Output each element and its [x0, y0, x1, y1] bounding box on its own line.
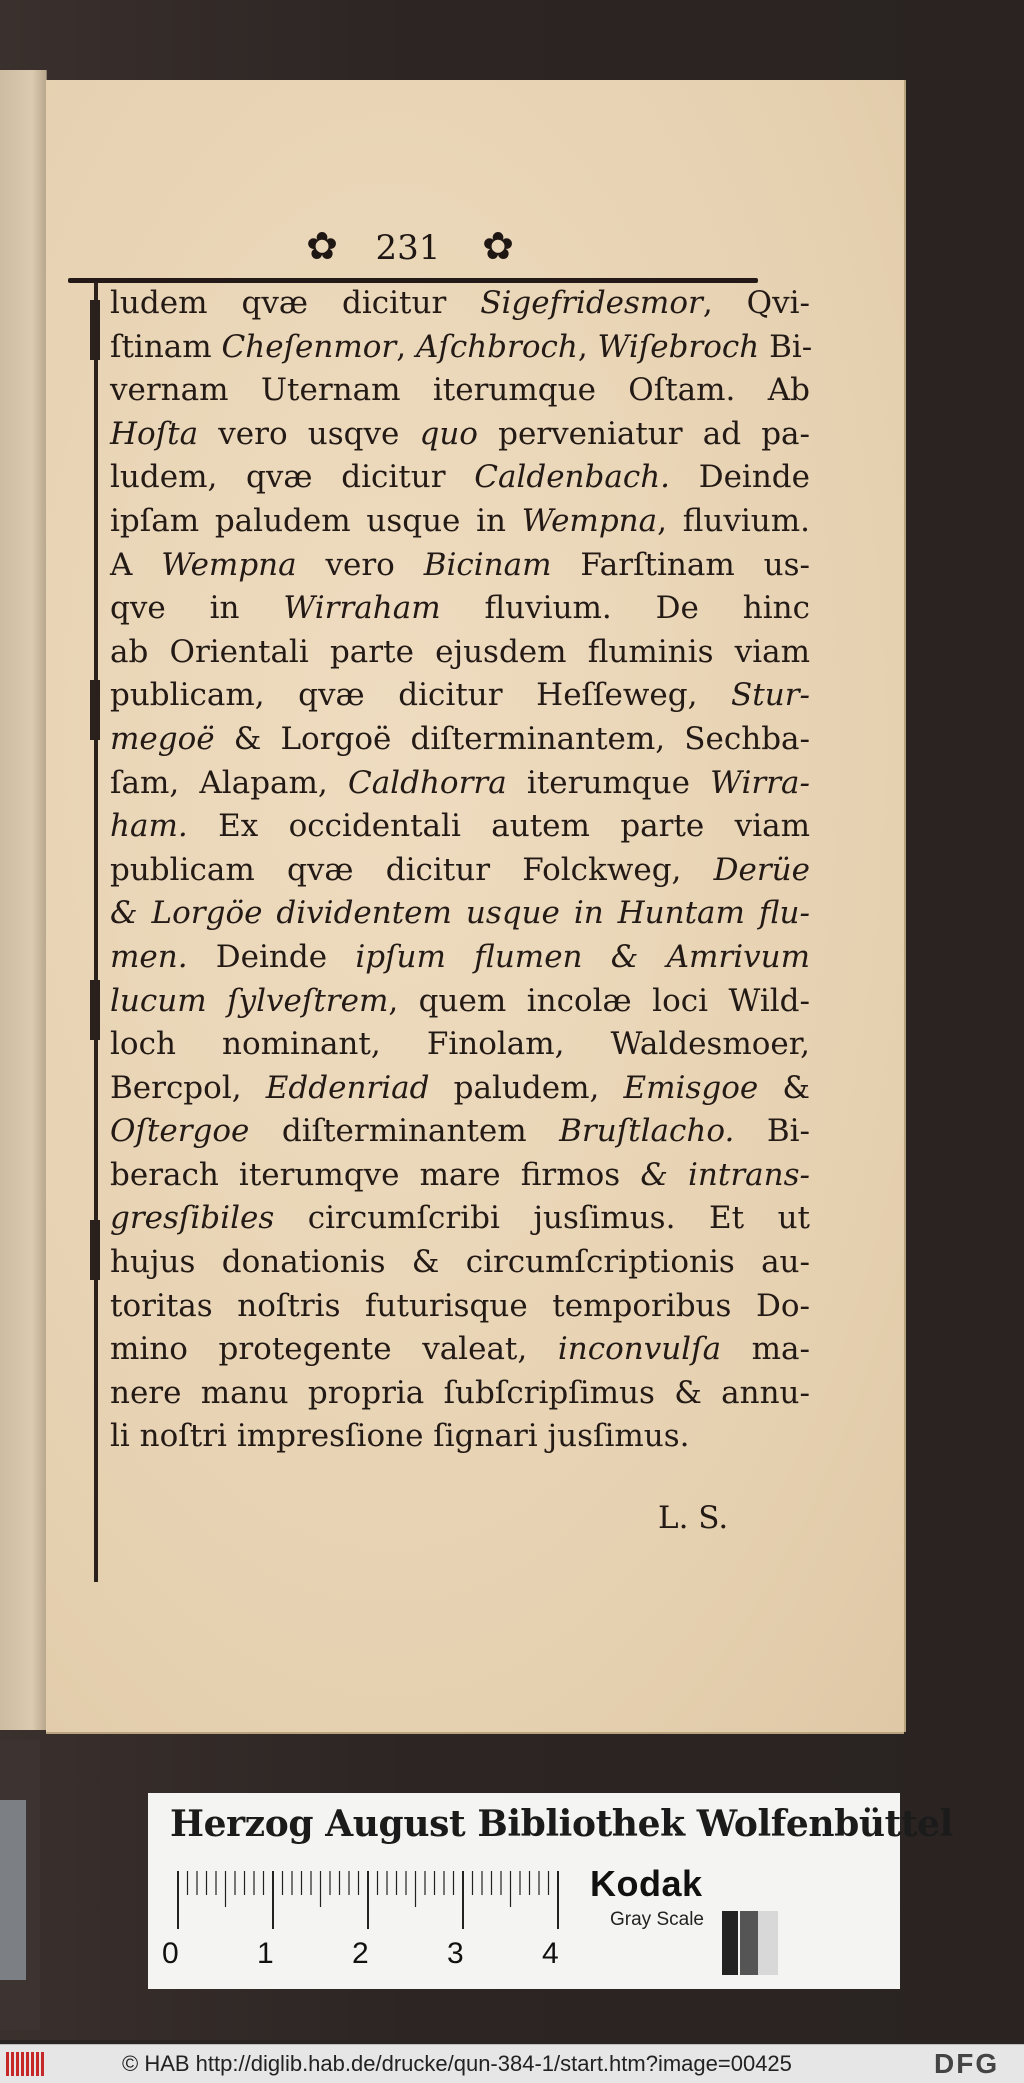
ruler-label: 4 [542, 1937, 559, 1970]
italic-run: ham. [110, 808, 188, 845]
text-line [110, 1415, 810, 1459]
text-run: diſterminantem [249, 1113, 560, 1150]
copyright-link[interactable]: © HAB http://diglib.hab.de/drucke/qun-384-1/start.htm?image=00425 [122, 2051, 792, 2076]
text-run: toritas noſtris futurisque temporibus Do- [110, 1287, 810, 1324]
gray-swatch [740, 1911, 758, 1975]
text-run: , Qvi- [702, 285, 810, 321]
gray-swatch [722, 1911, 738, 1975]
italic-run: quo [419, 415, 478, 452]
text-run: li noſtri impresſione ſignari jusſimus. [110, 1418, 690, 1455]
previous-page-edge [0, 70, 47, 1730]
gray-swatch [758, 1911, 778, 1975]
text-run: ſam, Alapam, [110, 764, 348, 801]
text-run: & [758, 1069, 811, 1106]
text-line [110, 674, 810, 718]
dfg-logo: DFG [934, 2048, 1000, 2079]
text-run: perveniatur ad pa- [477, 415, 810, 452]
text-line [110, 805, 810, 849]
text-run: mino protegente valeat, [110, 1331, 558, 1368]
seal-mark: L. S. [658, 1500, 729, 1536]
italic-run: Wiſebroch [597, 328, 760, 365]
text-line [110, 1328, 810, 1372]
italic-run: Derüe [713, 851, 810, 888]
italic-run: Oſtergoe [110, 1113, 250, 1150]
text-run: A [110, 546, 162, 583]
text-run: hujus donationis & circumſcriptionis au- [110, 1244, 810, 1281]
italic-run: Bicinam [423, 546, 552, 583]
italic-run: Sigefridesmor [480, 285, 703, 321]
text-line [110, 282, 810, 326]
text-line [110, 1372, 810, 1416]
text-run: ipſam paludem usque in [110, 502, 522, 539]
ruler-labels [162, 1937, 602, 1977]
ruler-label: 2 [352, 1937, 369, 1970]
text-line [110, 1023, 810, 1067]
book-page [46, 80, 904, 1732]
page-number: 231 [375, 228, 441, 268]
margin-line [94, 282, 98, 1582]
footer-bar [0, 2044, 1024, 2083]
margin-line-tick [90, 1220, 100, 1280]
italic-run: Wirraham [283, 590, 441, 627]
italic-run: Aſchbroch [415, 328, 578, 365]
scale-ruler [174, 1871, 574, 1931]
text-line [110, 1285, 810, 1329]
text-run: Bercpol, [110, 1069, 266, 1106]
italic-run: ipſum flumen & Amrivum [355, 938, 810, 975]
text-line [110, 762, 810, 806]
text-run: ſtinam [110, 328, 222, 365]
italic-run: & intrans- [640, 1156, 811, 1193]
text-run: vero usqve [198, 415, 420, 452]
ruler-label: 0 [162, 1937, 179, 1970]
page-header [58, 220, 798, 280]
italic-run: gresſibiles [110, 1200, 275, 1237]
text-line [110, 718, 810, 762]
text-run: fluvium. De hinc [440, 590, 810, 627]
text-run: Bi- [759, 328, 813, 365]
text-line [110, 1067, 810, 1111]
text-run: Deinde [670, 459, 810, 496]
text-run: publicam, qvæ dicitur Heſſeweg, [110, 677, 732, 714]
text-line [110, 849, 810, 893]
text-run: iterumque [506, 764, 711, 801]
text-run: , quem incolæ loci Wild- [388, 982, 810, 1019]
text-line [110, 892, 810, 936]
italic-run: Stur- [731, 677, 810, 714]
italic-run: Caldenbach. [474, 459, 671, 496]
margin-line-tick [90, 680, 100, 740]
text-run: nere manu propria ſubſcripſimus & annu- [110, 1374, 810, 1411]
text-run: , fluvium. [657, 502, 810, 539]
italic-run: & Lorgöe dividentem usque in Huntam flu- [110, 895, 810, 932]
text-run: paludem, [429, 1069, 624, 1106]
ruler-ticks [174, 1871, 574, 1931]
text-line [110, 413, 810, 457]
text-line [110, 1110, 810, 1154]
italic-run: Bruſtlacho. [559, 1113, 735, 1150]
library-color-card [148, 1793, 953, 1989]
scanner-strip [0, 1800, 26, 1980]
text-run: ab Orientali parte ejusdem fluminis viam [110, 633, 810, 670]
text-line [110, 500, 810, 544]
italic-run: lucum ſylveſtrem [110, 982, 389, 1019]
text-run: Ex occidentali autem parte viam [187, 808, 810, 845]
text-line [110, 1197, 810, 1241]
ruler-label: 3 [447, 1937, 464, 1970]
text-run: circumſcribi jusſimus. Et ut [274, 1200, 810, 1237]
italic-run: Caldhorra [347, 764, 507, 801]
text-line [110, 936, 810, 980]
italic-run: Emisgoe [623, 1069, 759, 1106]
kodak-label: Kodak [590, 1863, 703, 1904]
italic-run: Cheſenmor [221, 328, 397, 365]
text-line [110, 1154, 810, 1198]
italic-run: Hoſta [110, 415, 199, 452]
text-line [110, 544, 810, 588]
text-run: ludem, qvæ dicitur [110, 459, 475, 496]
flower-ornament-icon: ✿ [482, 224, 514, 268]
text-line [110, 587, 810, 631]
body-text [110, 282, 813, 1459]
library-name: Herzog August Bibliothek Wolfenbüttel [170, 1803, 953, 1845]
text-line [110, 980, 810, 1024]
italic-run: Wempna [521, 502, 658, 539]
ruler-label: 1 [257, 1937, 274, 1970]
italic-run: megoë [110, 720, 215, 757]
text-run: loch nominant, Finolam, Waldesmoer, [110, 1026, 810, 1063]
text-run: , [577, 328, 598, 365]
italic-run: Eddenriad [265, 1069, 430, 1106]
flower-ornament-icon: ✿ [306, 224, 338, 268]
text-run: vernam Uternam iterumque Oſtam. Ab [110, 372, 810, 409]
text-run: Bi- [734, 1113, 811, 1150]
text-run: Deinde [187, 938, 356, 975]
hab-logo-icon [6, 2052, 46, 2076]
italic-run: inconvulſa [557, 1331, 722, 1368]
gray-scale-label: Gray Scale [610, 1909, 704, 1930]
margin-line-tick [90, 980, 100, 1040]
italic-run: Wirra- [710, 764, 810, 801]
text-run: vero [296, 546, 424, 583]
text-line [110, 369, 810, 413]
text-run: ma- [721, 1331, 810, 1368]
italic-run: Wempna [161, 546, 297, 583]
text-line [110, 456, 810, 500]
text-line [110, 326, 813, 370]
italic-run: men. [110, 938, 188, 975]
text-run: publicam qvæ dicitur Folckweg, [110, 851, 714, 888]
text-run: , [396, 328, 416, 365]
text-run: ludem qvæ dicitur [110, 285, 481, 321]
text-run: Farſtinam us- [551, 546, 810, 583]
text-run: & Lorgoë diſterminantem, Sechba- [214, 720, 810, 757]
text-line [110, 1241, 810, 1285]
text-line [110, 631, 810, 675]
text-run: qve in [110, 590, 284, 627]
margin-line-tick [90, 300, 100, 360]
text-run: berach iterumqve mare firmos [110, 1156, 641, 1193]
